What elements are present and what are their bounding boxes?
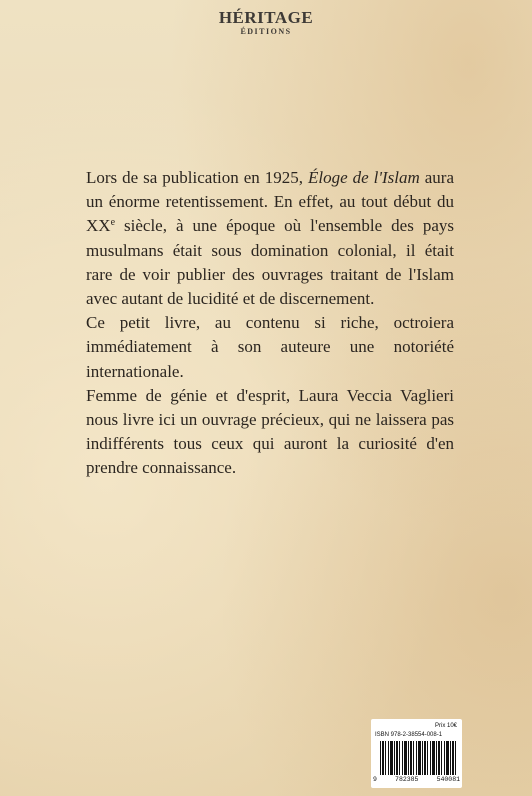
blurb-paragraph-1 <box>86 166 454 311</box>
back-cover-blurb <box>86 166 454 481</box>
isbn-label: ISBN 978-2-38554-008-1 <box>375 732 443 738</box>
barcode-digit-group: 540081 <box>436 776 460 783</box>
price-label: Prix 10€ <box>434 723 457 729</box>
barcode-digits <box>373 776 460 784</box>
blurb-text: Lors de sa publication en 1925, <box>86 168 308 187</box>
price-barcode-sticker <box>371 719 462 788</box>
book-title: Éloge de l'Islam <box>307 168 420 187</box>
blurb-paragraph-3: Femme de génie et d'esprit, Laura Veccia Vaglieri nous livre ici un ouvrage précieux, qui ne laissera pas indifférents tous ceux qui auront la curiosité d'en prendre connaissance. <box>86 385 454 478</box>
barcode-icon <box>380 741 458 775</box>
blurb-text: aura un énorme retentissement. En effet, au tout début du XX <box>86 168 454 236</box>
publisher-subtitle: ÉDITIONS <box>240 27 292 36</box>
century-superscript: e <box>110 217 116 229</box>
barcode-digit-group: 9 <box>373 776 377 783</box>
publisher-logo <box>0 9 532 36</box>
blurb-text: siècle, à une époque où l'ensemble des pays musulmans était sous domination colonial, il était rare de voir publier des ouvrages traitant de l'Islam avec autant de lucidité et de discernement. <box>86 216 454 309</box>
publisher-name: HÉRITAGE <box>218 8 314 27</box>
barcode-digit-group: 782385 <box>395 776 419 783</box>
blurb-paragraph-2: Ce petit livre, au contenu si riche, octroiera immédiatement à son auteure une notoriété internationale. <box>86 313 454 381</box>
